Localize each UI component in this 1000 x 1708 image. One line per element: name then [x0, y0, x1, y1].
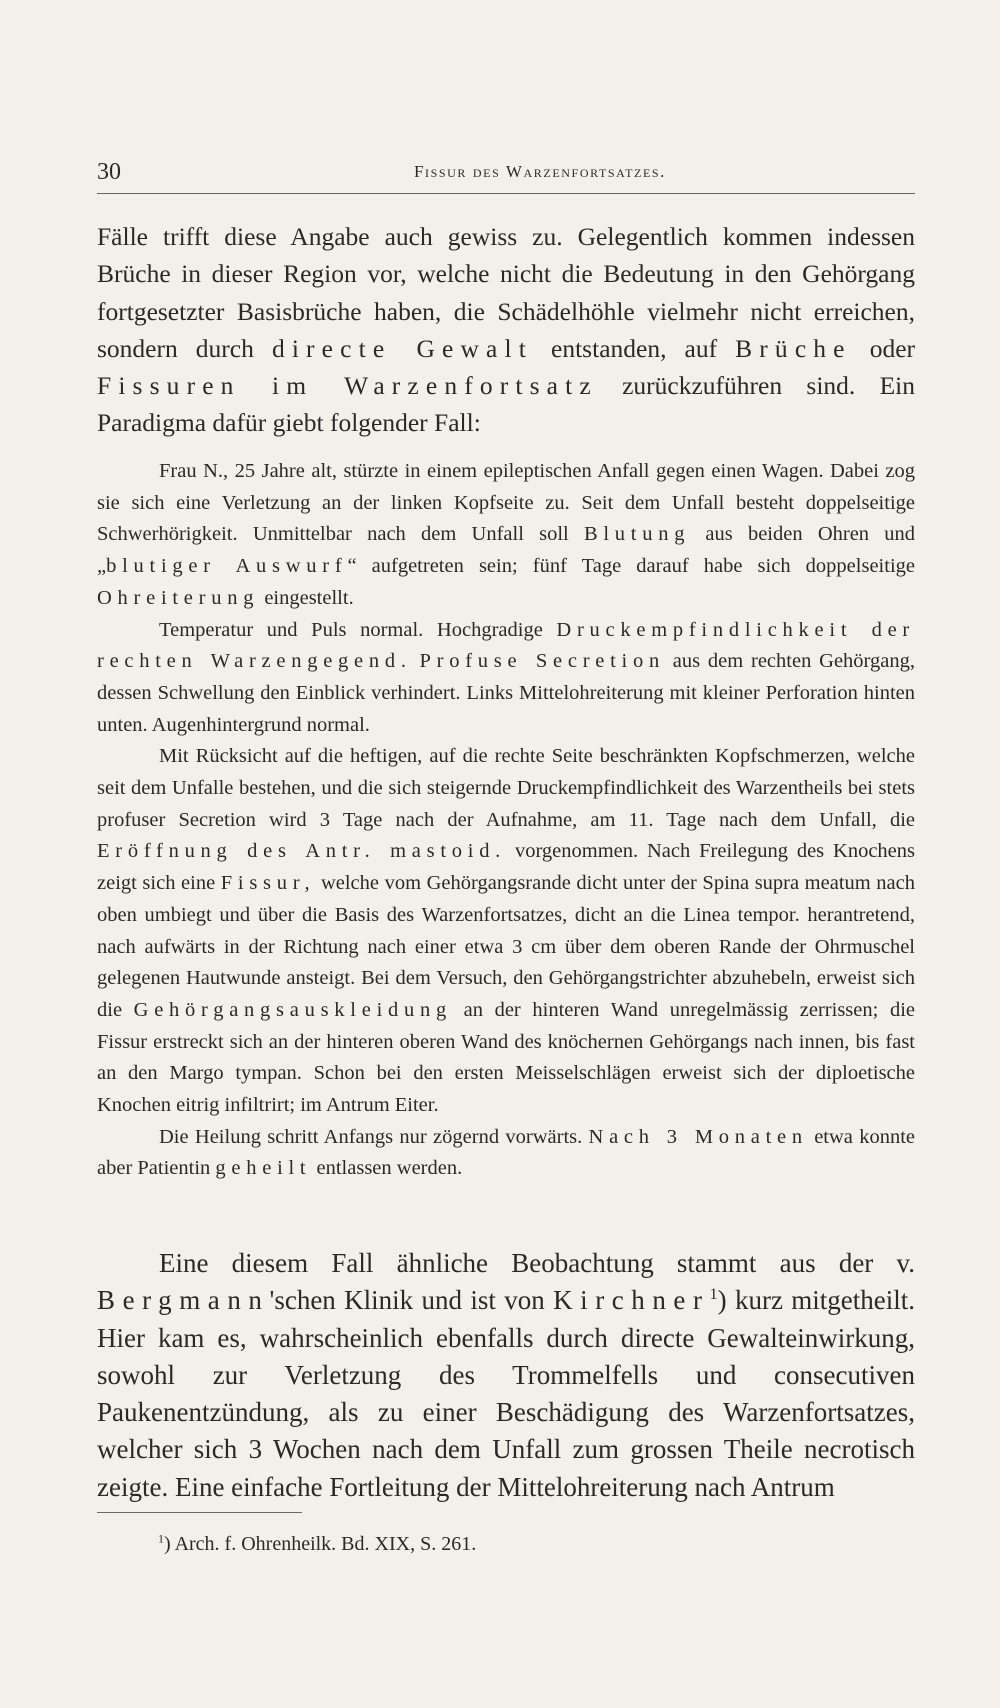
page-number: 30	[97, 159, 121, 185]
case-paragraph	[97, 456, 915, 615]
footnote-mark: 1	[158, 1531, 164, 1546]
intro-paragraph	[97, 218, 915, 442]
header-rule	[97, 193, 915, 194]
text-run: oder	[851, 333, 916, 363]
text-run: aus dem rechten Gehörgang, dessen Schwellung den Einblick verhindert. Links Mittelohreiterung mit kleiner Perforation hinten unten. Augenhintergrund normal.	[97, 650, 915, 736]
case-paragraph	[97, 615, 915, 742]
footnote-text: Arch. f. Ohrenheilk. Bd. XIX, S. 261.	[170, 1533, 477, 1555]
text-run: eingestellt.	[259, 586, 354, 609]
text-run: entstanden, auf	[532, 333, 736, 363]
case-report	[97, 456, 915, 1185]
spaced-emphasis: Fissuren im Warzenfortsatz	[97, 371, 598, 401]
text-run: 'schen Klinik und ist von	[269, 1285, 554, 1316]
text-run: etwa konnte aber Patientin	[97, 1125, 915, 1180]
spaced-emphasis: Fissur,	[220, 872, 316, 895]
spaced-emphasis: Brüche	[735, 333, 852, 363]
text-run: zurückzuführen sind. Ein Paradigma dafür giebt folgender Fall:	[97, 371, 915, 438]
footnote-reference[interactable]: 1	[709, 1285, 718, 1304]
spaced-emphasis: Nach 3 Monaten	[588, 1125, 808, 1148]
spaced-emphasis: Eröffnung des Antr. mastoid.	[97, 840, 507, 863]
spaced-emphasis: directe Gewalt	[271, 333, 533, 363]
text-run: “ aufgetreten sein; fünf Tage darauf habe sich doppelseitige	[347, 555, 915, 578]
spaced-emphasis: Profuse Secretion	[419, 650, 665, 673]
case-paragraph	[97, 741, 915, 1121]
text-run: entlassen werden.	[311, 1157, 463, 1180]
text-run: an der hinteren Wand unregelmässig zerrissen; die Fissur erstreckt sich an der hinteren oberen Wand des knöchernen Gehörgangs nach innen, bis fast an den Margo tympan. Schon bei den ersten Meisselschlägen erweist sich der diploetische Knochen eitrig infiltrirt; im Antrum Eiter.	[97, 998, 915, 1117]
spaced-emphasis: geheilt	[215, 1157, 312, 1180]
text-run: Eine diesem Fall ähnliche Beobachtung stammt aus der v.	[159, 1248, 915, 1278]
text-run: aus beiden Ohren und „	[97, 523, 916, 578]
spaced-emphasis: Ohreiterung	[97, 586, 260, 609]
footnote-paren: )	[164, 1533, 171, 1555]
text-run: Fälle trifft diese Angabe auch gewiss zu. Gelegentlich kommen indessen Brüche in dieser Region vor, welche nicht die Bedeutung in den Gehörgang fortgesetzter Basisbrüche haben, die Schädelhöhle vielmehr nicht erreichen, sondern durch	[97, 222, 915, 363]
text-run: Mit Rücksicht auf die heftigen, auf die rechte Seite beschränkten Kopfschmerzen, welche seit dem Unfalle bestehen, und die sich steigernde Druckempfindlichkeit des Warzentheils bei stets profuser Secretion wird 3 Tage nach der Aufnahme, am 11. Tage nach dem Unfall, die	[97, 745, 915, 831]
case-paragraph	[97, 1122, 915, 1185]
spaced-emphasis: Blutung	[583, 523, 691, 546]
continuation-paragraph	[97, 1245, 915, 1506]
text-run: Die Heilung schritt Anfangs nur zögernd vorwärts.	[159, 1125, 589, 1148]
text-run: Temperatur und Puls normal. Hochgradige	[159, 618, 557, 641]
footnote-rule	[97, 1512, 302, 1513]
footnote	[158, 1530, 476, 1558]
text-run	[412, 650, 420, 672]
running-title: Fissur des Warzenfortsatzes.	[413, 162, 667, 181]
spaced-emphasis: Kirchner	[553, 1285, 710, 1316]
text-run: welche vom Gehörgangsrande dicht unter der Spina supra meatum nach oben umbiegt und über die Basis des Warzenfortsatzes, dicht an die Linea tempor. herantretend, nach aufwärts in der Richtung nach einer etwa 3 cm über dem oberen Rande der Ohrmuschel gelegenen Hautwunde ansteigt. Bei dem Versuch, den Gehörgangstrichter abzuhebeln, erweist sich die	[97, 872, 915, 1021]
spaced-emphasis: Bergmann	[97, 1285, 270, 1316]
spaced-emphasis: Druckempfindlichkeit der rechten Warzengegend.	[97, 618, 916, 673]
text-run: ) kurz mitgetheilt. Hier kam es, wahrscheinlich ebenfalls durch directe Gewalteinwirkung, sowohl zur Verletzung des Trommelfells und consecutiven Paukenentzündung, als zu einer Beschädigung des Warzenfortsatzes, welcher sich 3 Wochen nach dem Unfall zum grossen Theile necrotisch zeigte. Eine einfache Fortleitung der Mittelohreiterung nach Antrum	[97, 1285, 916, 1502]
text-run: vorgenommen. Nach Freilegung des Knochens zeigt sich eine	[97, 840, 916, 895]
spaced-emphasis: blutiger Auswurf	[106, 555, 348, 578]
spaced-emphasis: Gehörgangsauskleidung	[133, 998, 452, 1021]
text-run: Frau N., 25 Jahre alt, stürzte in einem epileptischen Anfall gegen einen Wagen. Dabei zog sie sich eine Verletzung an der linken Kopfseite zu. Seit dem Unfall besteht doppelseitige Schwerhörigkeit. Unmittelbar nach dem Unfall soll	[97, 460, 915, 546]
